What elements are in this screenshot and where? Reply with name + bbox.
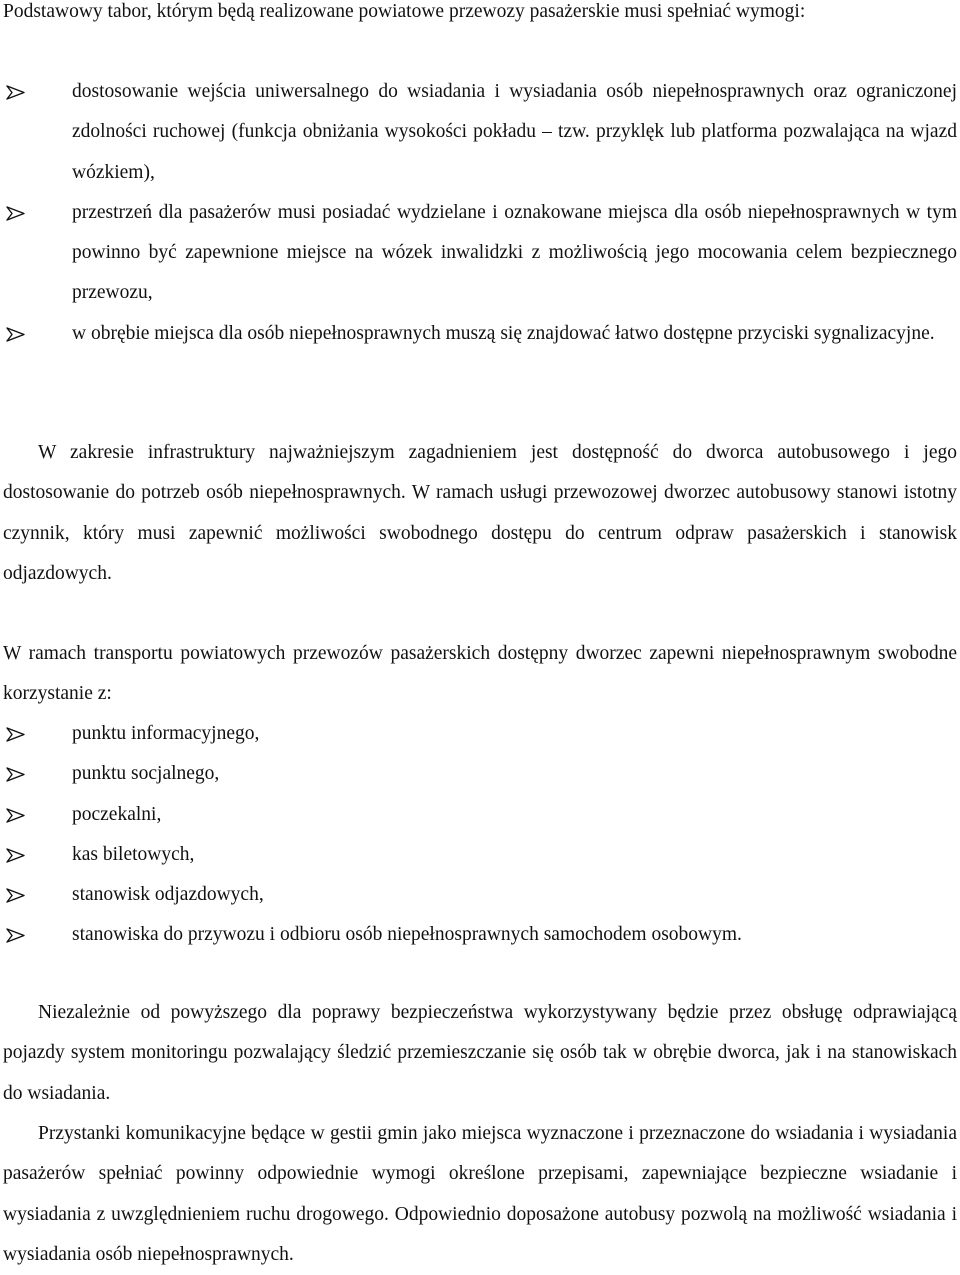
list-item-text: punktu informacyjnego, <box>72 723 260 744</box>
list-item <box>0 795 957 835</box>
monitoring-paragraph: Niezależnie od powyższego dla poprawy bezpieczeństwa wykorzystywany będzie przez obsługę odprawiającą pojazdy system monitoringu pozwalający śledzić przemieszczanie się osób tak w obrębie dworca, jak i na stanowiskach do wsiadania. <box>3 1002 957 1104</box>
arrow-bullet-icon <box>6 206 26 221</box>
arrow-bullet-icon <box>6 85 26 100</box>
list-item-text: dostosowanie wejścia uniwersalnego do wsiadania i wysiadania osób niepełnosprawnych oraz ograniczonej zdolności ruchowej (funkcja obniżania wysokości pokładu – tzw. przyklęk lub platforma pozwalająca na wjazd wózkiem), <box>72 81 957 183</box>
list-item-text: kas biletowych, <box>72 843 195 865</box>
infrastructure-paragraph: W zakresie infrastruktury najważniejszym zagadnieniem jest dostępność do dworca autobusowego i jego dostosowanie do potrzeb osób niepełnosprawnych. W ramach usługi przewozowej dworzec autobusowy stanowi istotny czynnik, który musi zapewnić możliwości swobodnego dostępu do centrum odpraw pasażerskich i stanowisk odjazdowych. <box>3 442 957 584</box>
list-item-text: w obrębie miejsca dla osób niepełnosprawnych muszą się znajdować łatwo dostępne przyciski sygnalizacyjne. <box>72 322 935 344</box>
list-item-text: przestrzeń dla pasażerów musi posiadać wydzielane i oznakowane miejsca dla osób niepełnosprawnych w tym powinno być zapewnione miejsce na wózek inwalidzki z możliwością jego mocowania celem bezpiecznego przewozu, <box>72 201 957 304</box>
list-item <box>0 714 957 754</box>
station-facilities-list <box>0 714 957 956</box>
list-item <box>0 875 957 915</box>
list-item-text: stanowiska do przywozu i odbioru osób niepełnosprawnych samochodem osobowym. <box>72 924 742 946</box>
list-item <box>0 72 957 193</box>
list-item <box>0 835 957 875</box>
list-item <box>0 754 957 794</box>
list-item-text: stanowisk odjazdowych, <box>72 884 264 906</box>
requirements-list <box>0 72 957 354</box>
list-item <box>0 193 957 314</box>
arrow-bullet-icon <box>6 808 26 823</box>
list-item <box>0 915 957 955</box>
list-item-text: punktu socjalnego, <box>72 763 220 785</box>
list-item <box>0 314 957 354</box>
station-paragraph: W ramach transportu powiatowych przewozów pasażerskich dostępny dworzec zapewni niepełnosprawnym swobodne korzystanie z: <box>3 643 957 705</box>
arrow-bullet-icon <box>6 848 26 863</box>
arrow-bullet-icon <box>6 727 26 742</box>
list-item-text: poczekalni, <box>72 803 162 825</box>
arrow-bullet-icon <box>6 928 26 943</box>
intro-paragraph: Podstawowy tabor, którym będą realizowane powiatowe przewozy pasażerskie musi spełniać wymogi: <box>3 1 806 22</box>
arrow-bullet-icon <box>6 767 26 782</box>
arrow-bullet-icon <box>6 327 26 342</box>
arrow-bullet-icon <box>6 888 26 903</box>
bus-stops-paragraph: Przystanki komunikacyjne będące w gestii gmin jako miejsca wyznaczone i przeznaczone do wsiadania i wysiadania pasażerów spełniać powinny odpowiednie wymogi określone przepisami, zapewniające bezpieczne wsiadanie i wysiadania z uwzględnieniem ruchu drogowego. Odpowiednio doposażone autobusy pozwolą na możliwość wsiadania i wysiadania osób niepełnosprawnych. <box>3 1123 957 1265</box>
